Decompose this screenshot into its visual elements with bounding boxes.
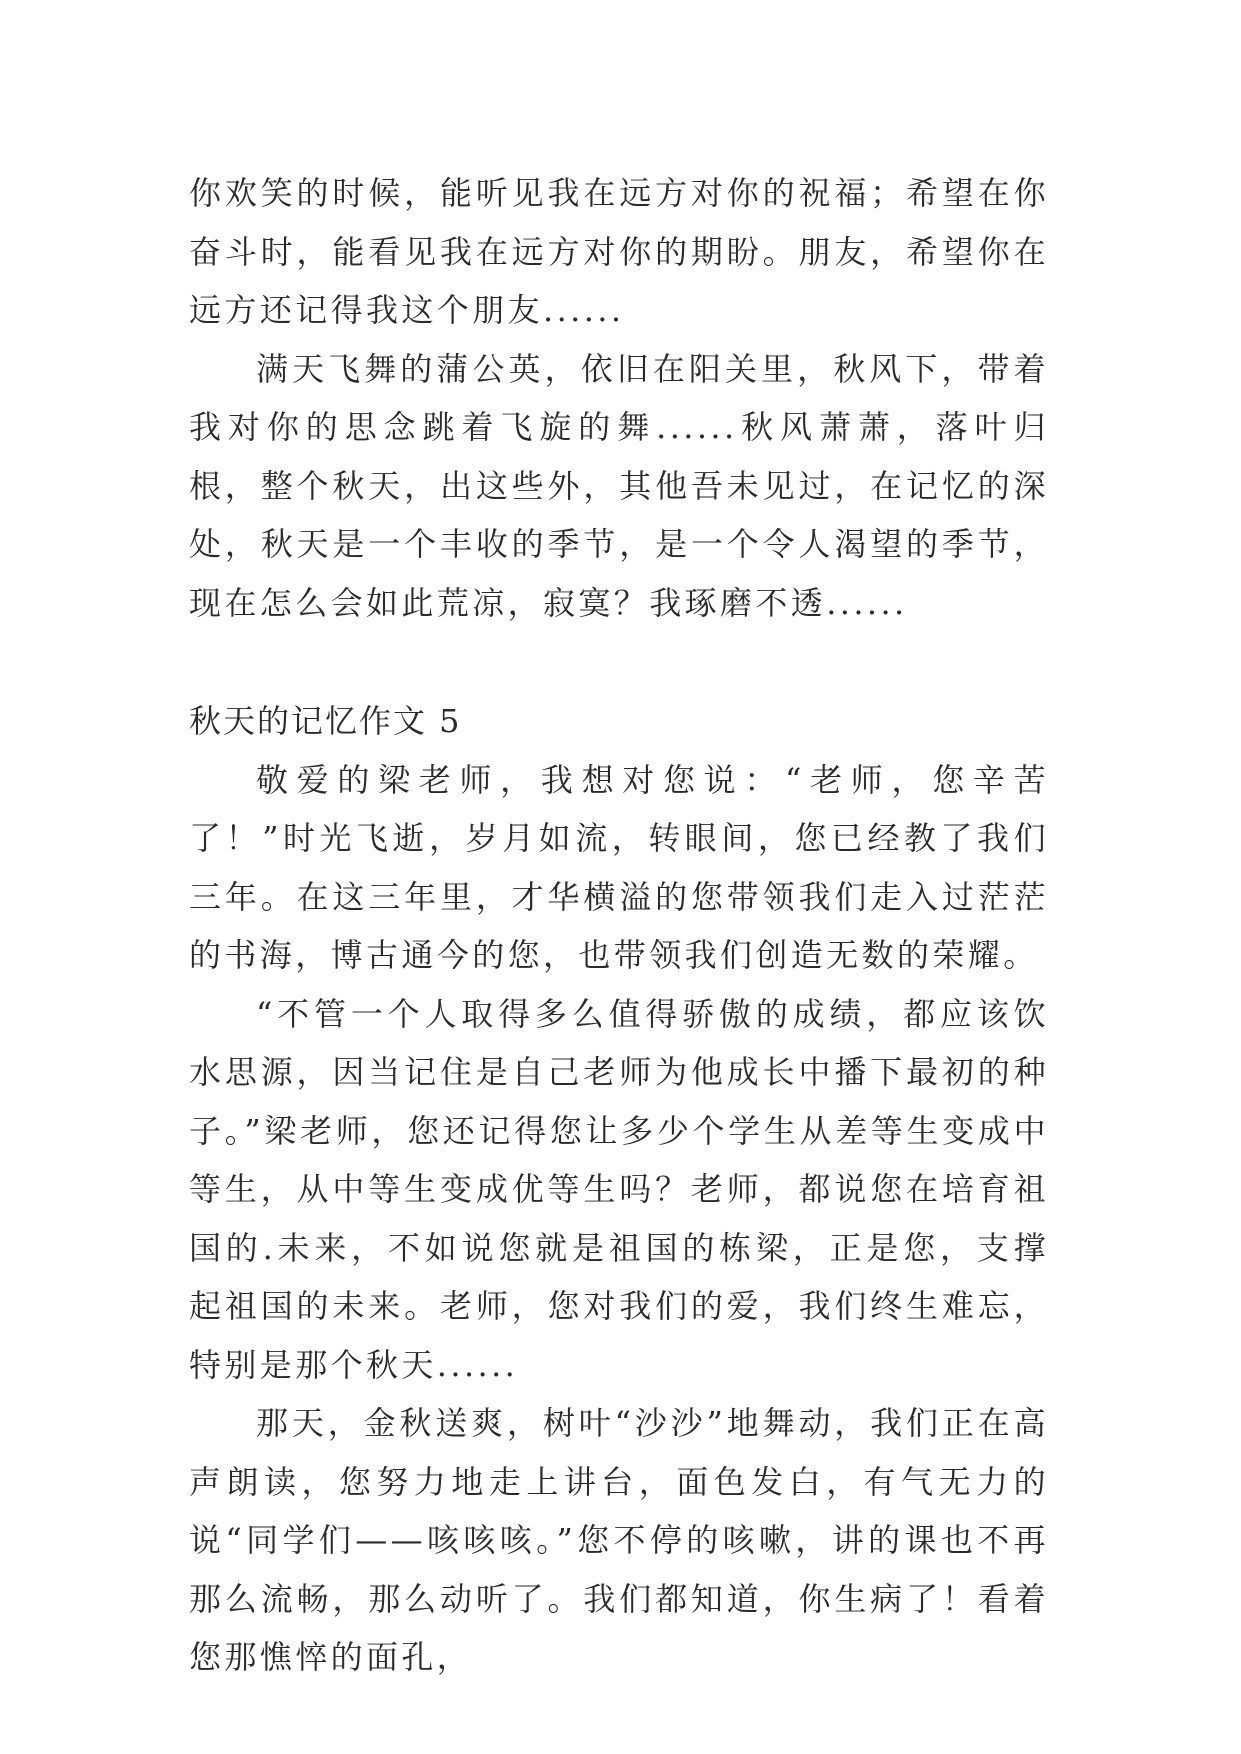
paragraph-5: 那天，金秋送爽，树叶“沙沙”地舞动，我们正在高声朗读，您努力地走上讲台，面色发白，有气无力的说“同学们——咳咳咳。”您不停的咳嗽，讲的课也不再那么流畅，那么动听了。我们都知道，你生病了！看着您那憔悴的面孔， <box>189 1404 1049 1676</box>
document-body <box>189 164 1049 1687</box>
paragraph-1: 你欢笑的时候，能听见我在远方对你的祝福；希望在你奋斗时，能看见我在远方对你的期盼。朋友，希望你在远方还记得我这个朋友...... <box>189 174 1049 329</box>
paragraph-3: 敬爱的梁老师，我想对您说：“老师，您辛苦了！”时光飞逝，岁月如流，转眼间，您已经教了我们三年。在这三年里，才华横溢的您带领我们走入过茫茫的书海，博古通今的您，也带领我们创造无数的荣耀。 <box>189 760 1049 974</box>
paragraph-4: “不管一个人取得多么值得骄傲的成绩，都应该饮水思源，因当记住是自己老师为他成长中播下最初的种子。”梁老师，您还记得您让多少个学生从差等生变成中等生，从中等生变成优等生吗？老师，都说您在培育祖国的.未来，不如说您就是祖国的栋梁，正是您，支撑起祖国的未来。老师，您对我们的爱，我们终生难忘，特别是那个秋天...... <box>189 994 1049 1384</box>
section-gap <box>189 632 1049 692</box>
section-title: 秋天的记忆作文 5 <box>189 702 462 740</box>
paragraph-2: 满天飞舞的蒲公英，依旧在阳关里，秋风下，带着我对你的思念跳着飞旋的舞......秋风萧萧，落叶归根，整个秋天，出这些外，其他吾未见过，在记忆的深处，秋天是一个丰收的季节，是一个令人渴望的季节，现在怎么会如此荒凉，寂寞？我琢磨不透...... <box>189 349 1049 622</box>
